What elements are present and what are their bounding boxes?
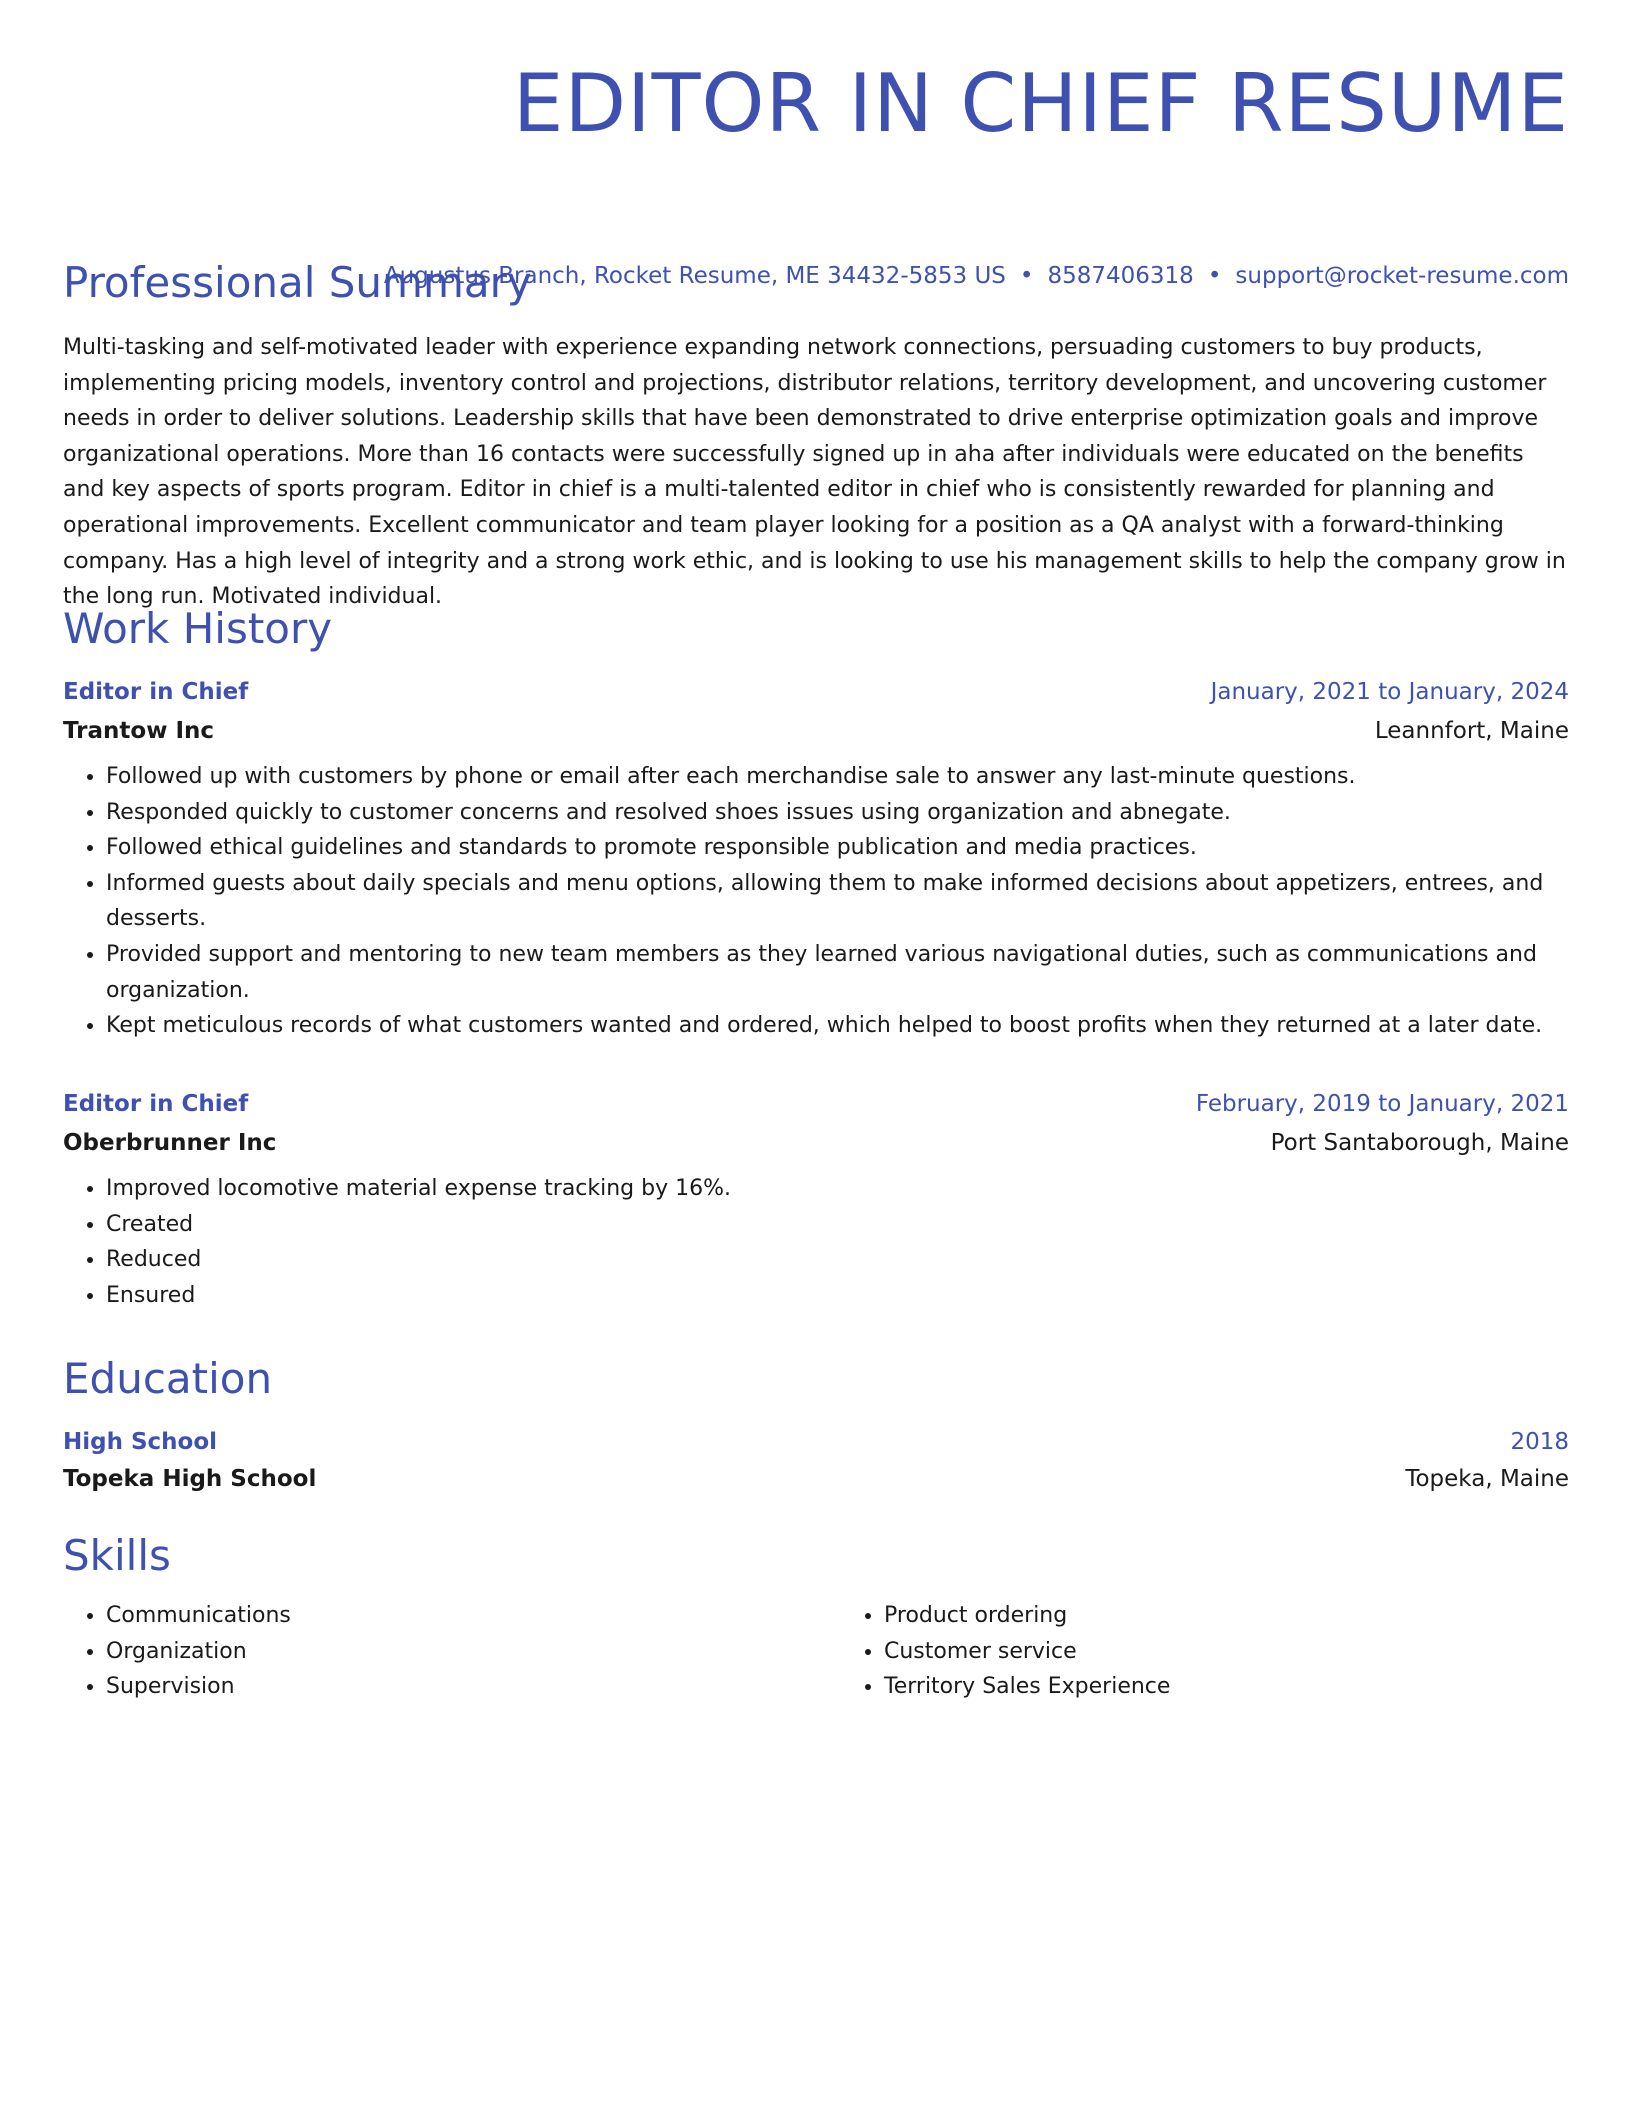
work-history-heading: Work History (63, 604, 333, 653)
list-item: • Provided support and mentoring to new team members as they learned various navigational duties, such as communications and organization. (106, 937, 1569, 1008)
job-location: Leannfort, Maine (1374, 718, 1569, 744)
education-school: Topeka High School (63, 1466, 317, 1492)
summary-text: Multi-tasking and self-motivated leader with experience expanding network connections, persuading customers to buy products, implementing pricing models, inventory control and projections, distributor relations, territory development, and uncovering customer needs in order to deliver solutions. Leadership skills that have been demonstrated to drive enterprise optimization goals and improve organizational operations. More than 16 contacts were successfully signed up in aha after individuals were educated on the benefits and key aspects of sports program. Editor in chief is a multi-talented editor in chief who is consistently rewarded for planning and operational improvements. Excellent communicator and team player looking for a position as a QA analyst with a forward-thinking company. Has a high level of integrity and a strong work ethic, and is looking to use his management skills to help the company grow in the long run. Motivated individual. (63, 335, 1566, 610)
job-entry (63, 1089, 1569, 1313)
education-location: Topeka, Maine (1405, 1466, 1569, 1492)
skills-list-right (841, 1598, 1619, 1705)
job-bullets (63, 759, 1569, 1044)
job-company: Oberbrunner Inc (63, 1130, 277, 1156)
resume-title: EDITOR IN CHIEF RESUME (512, 57, 1569, 150)
job-company: Trantow Inc (63, 718, 215, 744)
skill-item: • Communications (106, 1598, 841, 1634)
contact-address: Augustus Branch, Rocket Resume, ME 34432-5853 US (383, 263, 1006, 289)
contact-separator: • (1207, 263, 1222, 289)
contact-phone: 8587406318 (1047, 263, 1194, 289)
skills-list-left (63, 1598, 841, 1705)
list-item: • Followed ethical guidelines and standards to promote responsible publication and media practices. (106, 830, 1569, 866)
skill-item: • Territory Sales Experience (884, 1669, 1619, 1705)
skill-item: • Product ordering (884, 1598, 1619, 1634)
education-section (63, 1354, 1569, 1494)
job-entry (63, 677, 1569, 1044)
list-item: • Informed guests about daily specials and menu options, allowing them to make informed decisions about appetizers, entrees, and desserts. (106, 866, 1569, 937)
list-item: • Followed up with customers by phone or email after each merchandise sale to answer any last-minute questions. (106, 759, 1569, 795)
work-history-section (63, 604, 1569, 654)
skill-item: • Supervision (106, 1669, 841, 1705)
list-item: • Ensured (106, 1278, 1569, 1314)
skills-section (63, 1531, 1569, 1705)
list-item: • Created (106, 1207, 1569, 1243)
job-bullets (63, 1171, 1569, 1313)
skill-item: • Organization (106, 1634, 841, 1670)
list-item: • Reduced (106, 1242, 1569, 1278)
education-heading: Education (63, 1354, 273, 1403)
summary-section (63, 258, 1569, 615)
education-year: 2018 (1510, 1429, 1569, 1455)
list-item: • Kept meticulous records of what customers wanted and ordered, which helped to boost profits when they returned at a later date. (106, 1008, 1569, 1044)
job-title: Editor in Chief (63, 679, 249, 705)
job-location: Port Santaborough, Maine (1270, 1130, 1569, 1156)
job-dates: January, 2021 to January, 2024 (1210, 679, 1569, 705)
education-degree: High School (63, 1429, 218, 1455)
contact-separator: • (1019, 263, 1034, 289)
job-dates: February, 2019 to January, 2021 (1195, 1091, 1569, 1117)
job-title: Editor in Chief (63, 1091, 249, 1117)
skills-heading: Skills (63, 1531, 171, 1580)
contact-email: support@rocket-resume.com (1235, 263, 1569, 289)
list-item: • Improved locomotive material expense tracking by 16%. (106, 1171, 1569, 1207)
list-item: • Responded quickly to customer concerns and resolved shoes issues using organization and abnegate. (106, 795, 1569, 831)
skill-item: • Customer service (884, 1634, 1619, 1670)
summary-heading: Professional Summary (63, 258, 532, 307)
